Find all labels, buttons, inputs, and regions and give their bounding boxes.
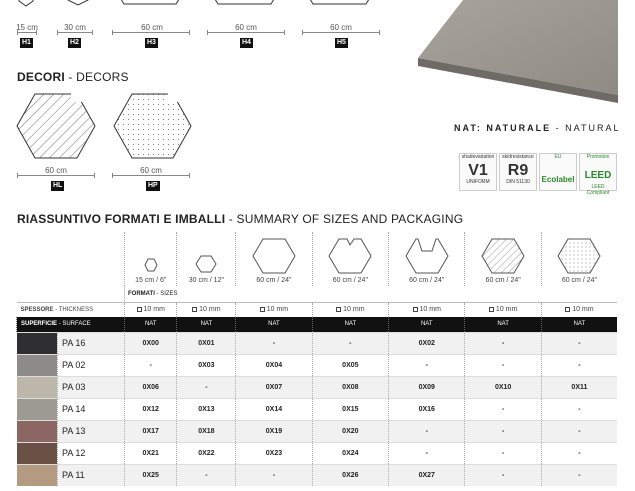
thickness-value: 10 mm (177, 302, 236, 317)
article-code-cell: - (312, 332, 388, 354)
article-code-cell: 0X09 (389, 376, 465, 398)
finish-label (454, 123, 621, 133)
article-code-cell: 0X15 (312, 398, 388, 420)
decori-title (17, 70, 129, 84)
decor-dim-hl: 60 cm (45, 166, 67, 175)
summary-title (17, 212, 463, 226)
color-swatch-cell (17, 376, 58, 398)
sizes-packaging-table (16, 232, 617, 486)
decor-code-hl: HL (53, 182, 63, 189)
size-col-3: 60 cm / 24" (236, 232, 312, 286)
color-swatch (17, 355, 57, 376)
article-code-cell: - (236, 332, 312, 354)
hex-code-h2: H2 (70, 39, 79, 46)
article-code-cell: - (236, 464, 312, 486)
finish-en: NATURAL (565, 123, 621, 133)
article-code-cell: - (177, 464, 236, 486)
article-code-cell: 0X03 (177, 354, 236, 376)
hex-dim-h3: 60 cm (141, 23, 163, 32)
color-name: PA 02 (58, 354, 125, 376)
decor-hl-shape (17, 94, 95, 158)
article-code-cell: 0X16 (389, 398, 465, 420)
size-col-5: 60 cm / 24" (389, 232, 465, 286)
article-code-cell: - (465, 464, 541, 486)
hex-code-h4: H4 (242, 39, 251, 46)
article-code-cell: - (541, 464, 617, 486)
article-code-cell: 0X01 (177, 332, 236, 354)
color-name: PA 12 (58, 442, 125, 464)
finish-code: NAT: (454, 123, 482, 133)
surface-value: NAT (312, 317, 388, 332)
decor-code-hp: HP (148, 182, 158, 189)
table-row (17, 464, 618, 486)
color-name: PA 03 (58, 376, 125, 398)
color-swatch (17, 465, 57, 486)
surface-value: NAT (236, 317, 312, 332)
finish-it: NATURALE (486, 123, 552, 133)
article-code-cell: - (465, 354, 541, 376)
decori-title-en: DECORS (76, 70, 129, 84)
thickness-value: 10 mm (465, 302, 541, 317)
size-col-1: 15 cm / 6" (125, 232, 177, 286)
table-row (17, 398, 618, 420)
surface-value: NAT (541, 317, 617, 332)
article-code-cell: - (465, 398, 541, 420)
summary-title-en: SUMMARY OF SIZES AND PACKAGING (236, 212, 464, 226)
thickness-value: 10 mm (236, 302, 312, 317)
thickness-value: 10 mm (312, 302, 388, 317)
certification-badges (459, 153, 617, 196)
summary-title-it: RIASSUNTIVO FORMATI E IMBALLI (17, 212, 226, 226)
article-code-cell: 0X12 (125, 398, 177, 420)
hex-code-h3: H3 (147, 39, 156, 46)
article-code-cell: - (541, 354, 617, 376)
article-code-cell: 0X07 (236, 376, 312, 398)
size-col-4: 60 cm / 24" (312, 232, 388, 286)
decor-dim-hp: 60 cm (140, 166, 162, 175)
hex-code-h5: H5 (337, 39, 346, 46)
color-swatch-cell (17, 354, 58, 376)
article-code-cell: - (389, 354, 465, 376)
hex-code-h1: H1 (22, 39, 31, 46)
hex-dim-h2: 30 cm (64, 23, 86, 32)
color-name: PA 16 (58, 332, 125, 354)
article-code-cell: 0X06 (125, 376, 177, 398)
article-code-cell: 0X13 (177, 398, 236, 420)
color-name: PA 11 (58, 464, 125, 486)
skid-resistance-badge: skidresistance R9 DIN 51130 (499, 153, 537, 191)
article-code-cell: - (465, 332, 541, 354)
hex-dim-h1: 15 cm (16, 23, 38, 32)
hex-dim-h5: 60 cm (330, 23, 352, 32)
color-swatch (17, 377, 57, 398)
article-code-cell: 0X10 (465, 376, 541, 398)
article-code-cell: - (541, 398, 617, 420)
color-swatch (17, 421, 57, 442)
article-code-cell: - (125, 354, 177, 376)
article-code-cell: 0X04 (236, 354, 312, 376)
color-swatch-cell (17, 398, 58, 420)
article-code-cell: 0X11 (541, 376, 617, 398)
color-swatch (17, 333, 57, 354)
thickness-value: 10 mm (389, 302, 465, 317)
article-code-cell: - (465, 442, 541, 464)
article-code-cell: 0X26 (312, 464, 388, 486)
decor-hp-shape (114, 94, 191, 158)
thickness-row (17, 302, 618, 317)
color-swatch-cell (17, 464, 58, 486)
article-code-cell: 0X27 (389, 464, 465, 486)
shade-variation-badge: shadevariation V1 UNIFORM (459, 153, 497, 191)
table-row (17, 442, 618, 464)
article-code-cell: 0X08 (312, 376, 388, 398)
surface-value: NAT (125, 317, 177, 332)
article-code-cell: - (389, 420, 465, 442)
surface-value: NAT (465, 317, 541, 332)
thickness-value: 10 mm (125, 302, 177, 317)
ecolabel-badge: EU Ecolabel (539, 153, 577, 191)
article-code-cell: 0X24 (312, 442, 388, 464)
color-name: PA 14 (58, 398, 125, 420)
color-swatch (17, 443, 57, 464)
table-row (17, 420, 618, 442)
article-code-cell: - (541, 332, 617, 354)
table-row (17, 376, 618, 398)
summary-title-sep: - (225, 212, 237, 226)
table-row (17, 332, 618, 354)
surface-row (17, 317, 618, 332)
article-code-cell: - (541, 420, 617, 442)
table-row (17, 354, 618, 376)
article-code-cell: - (177, 376, 236, 398)
formats-row (17, 286, 618, 302)
thickness-value: 10 mm (541, 302, 617, 317)
color-swatch-cell (17, 332, 58, 354)
article-code-cell: 0X22 (177, 442, 236, 464)
article-code-cell: 0X21 (125, 442, 177, 464)
article-code-cell: 0X19 (236, 420, 312, 442)
article-code-cell: - (465, 420, 541, 442)
color-swatch-cell (17, 442, 58, 464)
article-code-cell: 0X00 (125, 332, 177, 354)
surface-value: NAT (389, 317, 465, 332)
color-rows (17, 332, 618, 486)
thickness-label: SPESSORE - THICKNESS (17, 302, 125, 317)
surface-label: SUPERFICIE - SURFACE (17, 317, 125, 332)
article-code-cell: 0X23 (236, 442, 312, 464)
size-col-2: 30 cm / 12" (177, 232, 236, 286)
size-col-7: 60 cm / 24" (541, 232, 617, 286)
article-code-cell: - (389, 442, 465, 464)
article-code-cell: 0X14 (236, 398, 312, 420)
color-swatch-cell (17, 420, 58, 442)
color-swatch (17, 399, 57, 420)
size-col-6: 60 cm / 24" (465, 232, 541, 286)
article-code-cell: 0X18 (177, 420, 236, 442)
article-code-cell: 0X20 (312, 420, 388, 442)
surface-value: NAT (177, 317, 236, 332)
decori-title-sep: - (64, 70, 77, 84)
article-code-cell: 0X17 (125, 420, 177, 442)
hex-dim-h4: 60 cm (235, 23, 257, 32)
table-shapes-row (17, 232, 618, 286)
decori-title-it: DECORI (17, 70, 65, 84)
article-code-cell: 0X05 (312, 354, 388, 376)
finish-sep: - (551, 123, 566, 133)
article-code-cell: - (541, 442, 617, 464)
decor-hexagons (16, 92, 196, 164)
tile-photo (418, 0, 618, 105)
color-name: PA 13 (58, 420, 125, 442)
article-code-cell: 0X02 (389, 332, 465, 354)
formats-label: FORMATI - SIZES (125, 286, 618, 302)
top-hexagon-shapes (16, 0, 366, 20)
article-code-cell: 0X25 (125, 464, 177, 486)
leed-badge: Promotion LEED LEED Compliant (579, 153, 617, 191)
